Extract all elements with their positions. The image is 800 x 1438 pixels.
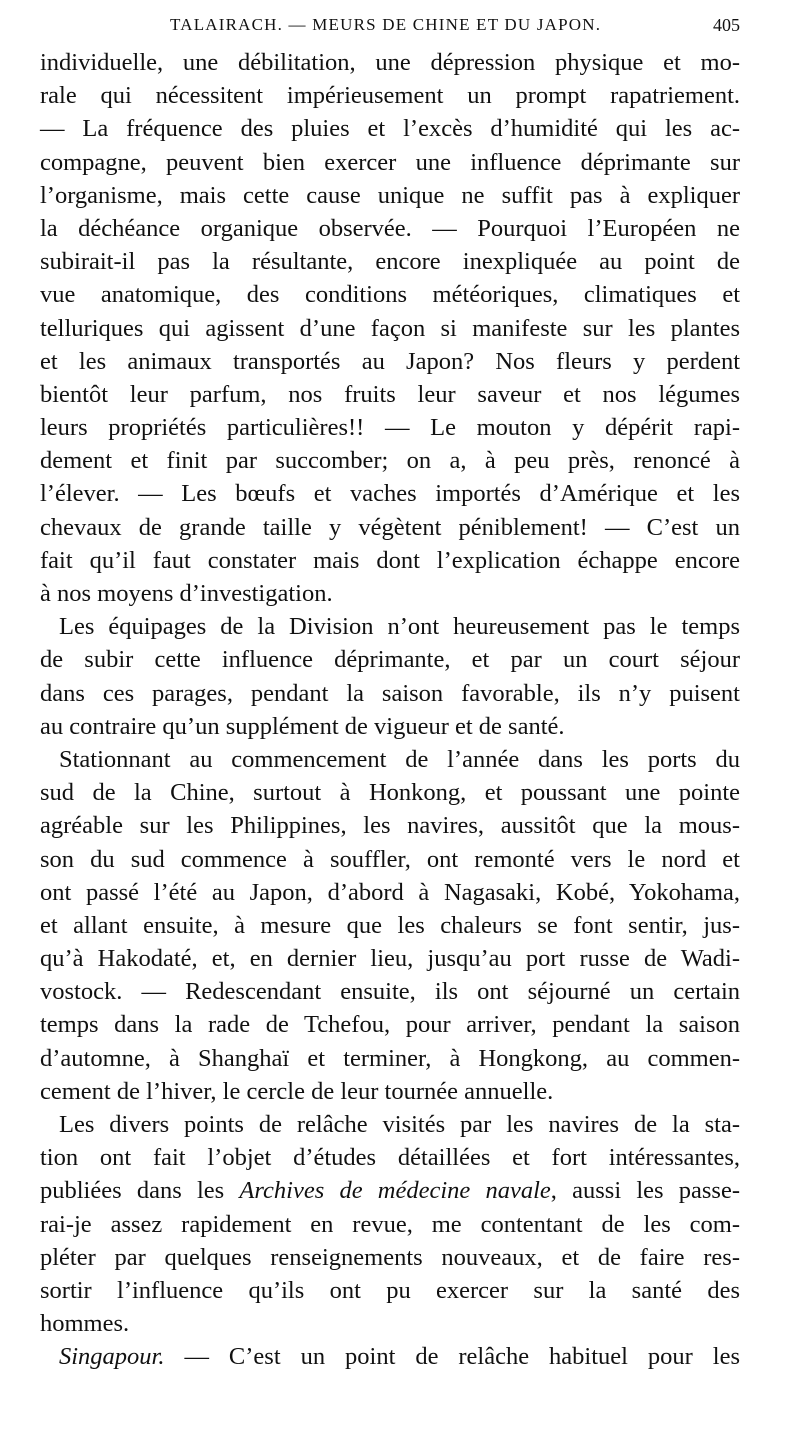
text-line: hommes.	[40, 1310, 130, 1338]
text-line: l’organisme, mais cette cause unique ne suffit pas à expliquer	[40, 181, 740, 209]
text-line: cement de l’hiver, le cercle de leur tournée annuelle.	[40, 1077, 554, 1105]
text-line: vostock. — Redescendant ensuite, ils ont séjourné un certain	[40, 978, 740, 1006]
page-number: 405	[713, 15, 740, 35]
text-line: fait qu’il faut constater mais dont l’explication échappe encore	[40, 546, 740, 574]
line-text: , aussi les passe-	[550, 1177, 740, 1205]
text-line: au contraire qu’un supplément de vigueur et de santé.	[40, 712, 565, 740]
text-line: vue anatomique, des conditions météoriques, climatiques et	[40, 281, 740, 309]
text-line: sortir l’influence qu’ils ont pu exercer sur la santé des	[40, 1276, 740, 1304]
text-line: sud de la Chine, surtout à Honkong, et poussant une pointe	[40, 779, 740, 807]
italic-phrase: Singapour.	[59, 1343, 165, 1371]
text-line: pléter par quelques renseignements nouveaux, et de faire res-	[40, 1243, 740, 1271]
text-line: bientôt leur parfum, nos fruits leur saveur et nos légumes	[40, 380, 740, 408]
text-line: qu’à Hakodaté, et, en dernier lieu, jusqu’au port russe de Wadi-	[40, 945, 740, 973]
text-line: la déchéance organique observée. — Pourquoi l’Européen ne	[40, 214, 740, 242]
text-line: leurs propriétés particulières!! — Le mouton y dépérit rapi-	[40, 414, 740, 442]
running-title: TALAIRACH. — MEURS DE CHINE ET DU JAPON.	[170, 15, 602, 34]
text-line: Stationnant au commencement de l’année dans les ports du	[59, 745, 740, 773]
text-line: et allant ensuite, à mesure que les chaleurs se font sentir, jus-	[40, 911, 740, 939]
text-line: l’élever. — Les bœufs et vaches importés d’Amérique et les	[40, 480, 740, 508]
line-text: — C’est un point de relâche habituel pour les	[164, 1343, 740, 1371]
running-head	[40, 15, 740, 41]
text-line: à nos moyens d’investigation.	[40, 580, 333, 607]
text-line: dement et finit par succomber; on a, à peu près, renoncé à	[40, 447, 740, 475]
text-line: et les animaux transportés au Japon? Nos fleurs y perdent	[40, 347, 740, 375]
text-line: d’automne, à Shanghaï et terminer, à Hongkong, au commen-	[40, 1044, 740, 1072]
text-line: ont passé l’été au Japon, d’abord à Nagasaki, Kobé, Yokohama,	[40, 878, 740, 906]
text-line: telluriques qui agissent d’une façon si manifeste sur les plantes	[40, 314, 740, 342]
text-line: agréable sur les Philippines, les navires, aussitôt que la mous-	[40, 812, 740, 840]
line-text: publiées dans les	[40, 1177, 240, 1205]
body-text	[40, 46, 740, 1374]
text-line: individuelle, une débilitation, une dépression physique et mo-	[40, 49, 740, 76]
text-line: chevaux de grande taille y végètent péniblement! — C’est un	[40, 513, 740, 541]
text-line	[40, 1340, 740, 1373]
text-line: Les divers points de relâche visités par les navires de la sta-	[59, 1111, 740, 1138]
text-line: — La fréquence des pluies et l’excès d’humidité qui les ac-	[40, 115, 740, 143]
text-line	[40, 1174, 740, 1207]
text-line: rai-je assez rapidement en revue, me contentant de les com-	[40, 1210, 740, 1238]
text-line: son du sud commence à souffler, ont remonté vers le nord et	[40, 845, 740, 873]
text-line: temps dans la rade de Tchefou, pour arriver, pendant la saison	[40, 1011, 740, 1039]
text-line: compagne, peuvent bien exercer une influence déprimante sur	[40, 148, 740, 176]
text-line: rale qui nécessitent impérieusement un prompt rapatriement.	[40, 82, 740, 110]
text-line: dans ces parages, pendant la saison favorable, ils n’y puisent	[40, 679, 740, 707]
text-line: de subir cette influence déprimante, et par un court séjour	[40, 646, 740, 674]
text-line: subirait-il pas la résultante, encore inexpliquée au point de	[40, 248, 740, 276]
text-line: Les équipages de la Division n’ont heureusement pas le temps	[59, 613, 740, 641]
text-line: tion ont fait l’objet d’études détaillées et fort intéressantes,	[40, 1144, 740, 1172]
italic-phrase: Archives de médecine navale	[239, 1177, 551, 1205]
